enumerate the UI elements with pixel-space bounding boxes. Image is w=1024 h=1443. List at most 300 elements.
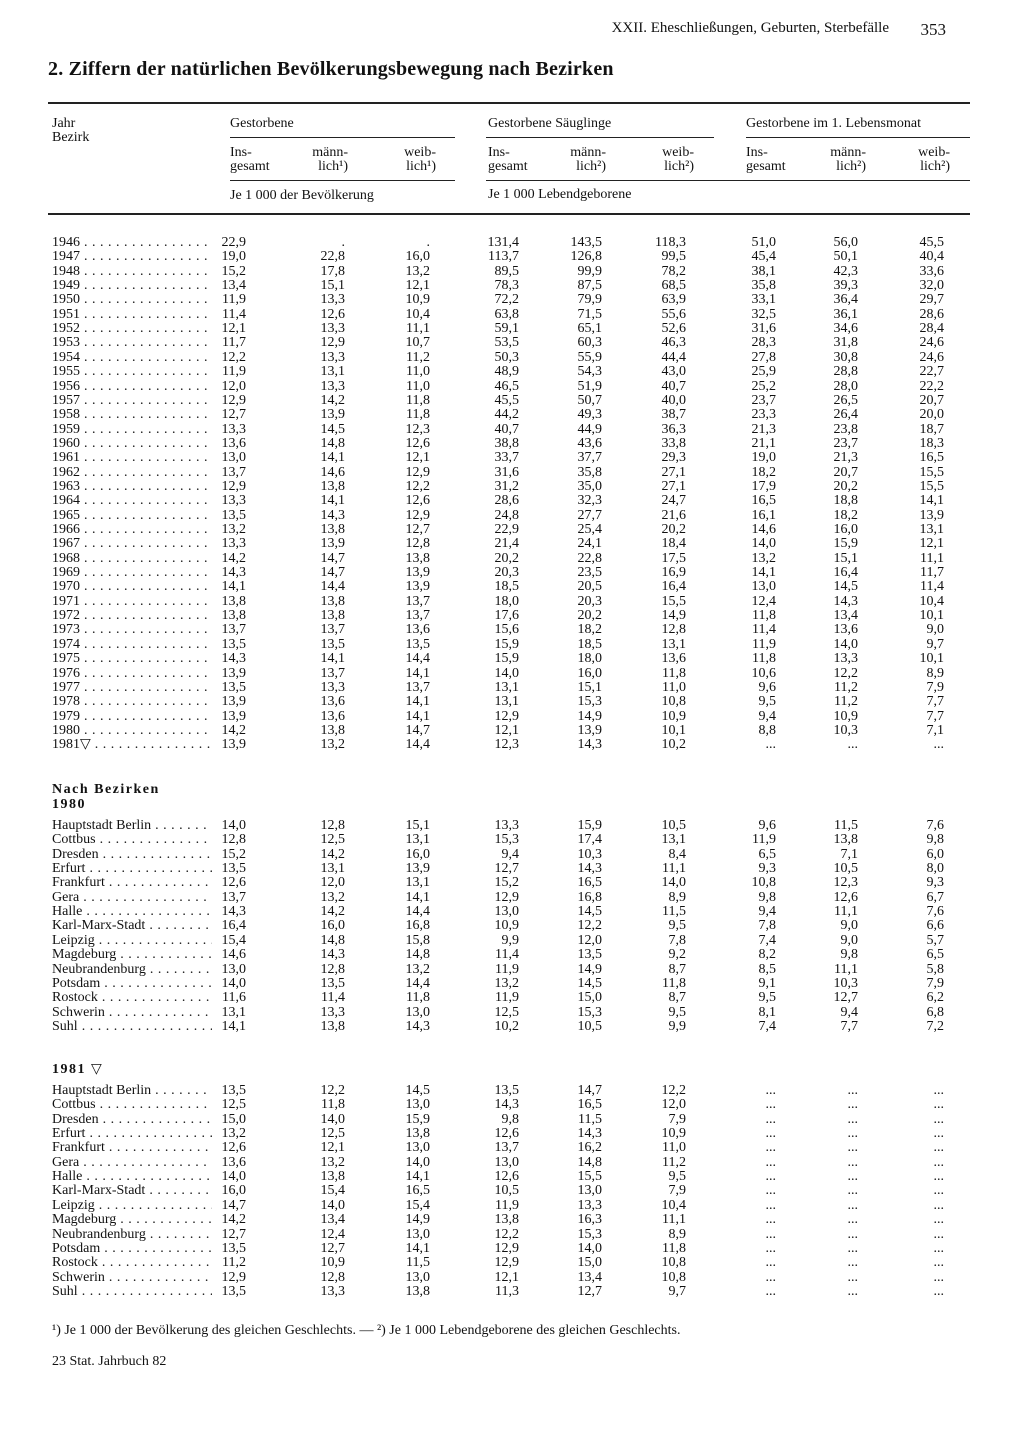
table-cell: 13,6 — [320, 708, 345, 724]
table-row — [0, 1256, 1024, 1270]
table-cell: 13,7 — [221, 889, 246, 905]
table-cell: 25,2 — [751, 378, 776, 394]
table-cell: 20,7 — [833, 464, 858, 480]
table-cell: 14,5 — [577, 975, 602, 991]
table-cell: 12,9 — [221, 478, 246, 494]
table-cell: 11,8 — [752, 608, 776, 624]
table-cell: 27,1 — [661, 464, 686, 480]
table-cell: 14,3 — [577, 1126, 602, 1142]
table-cell: 12,1 — [221, 321, 246, 337]
table-cell: 11,2 — [834, 679, 858, 695]
table-cell: ... — [765, 1083, 776, 1098]
table-cell: 13,8 — [494, 1212, 519, 1228]
table-cell: 50,1 — [833, 249, 858, 265]
table-cell: 44,4 — [661, 349, 686, 365]
table-cell: 14,1 — [221, 1018, 246, 1034]
table-cell: 12,0 — [577, 932, 602, 948]
table-cell: 24,1 — [577, 536, 602, 552]
table-cell: 13,2 — [320, 889, 345, 905]
table-cell: 11,5 — [834, 818, 858, 833]
table-cell: 50,3 — [494, 349, 519, 365]
table-row — [0, 580, 1024, 594]
table-cell: 13,7 — [494, 1140, 519, 1156]
table-row — [0, 537, 1024, 551]
group1-rule — [230, 137, 455, 138]
table-cell: 18,2 — [833, 507, 858, 523]
table-cell: 7,9 — [668, 1183, 686, 1199]
row-label: Gera . . . — [52, 1156, 212, 1170]
table-cell: 21,6 — [661, 507, 686, 523]
table-cell: 14,5 — [405, 1083, 430, 1098]
table-cell: 6,5 — [926, 947, 944, 963]
table-cell: 14,1 — [405, 1240, 430, 1256]
table-cell: 13,4 — [833, 608, 858, 624]
col-header-2: männ- lich¹) — [312, 145, 348, 174]
table-cell: 13,5 — [320, 975, 345, 991]
table-cell: 13,3 — [320, 321, 345, 337]
table-cell: 15,0 — [577, 1255, 602, 1271]
group-header-lebensmonat: Gestorbene im 1. Lebensmonat — [746, 116, 921, 131]
table-cell: 33,6 — [919, 263, 944, 279]
table-cell: 12,9 — [405, 464, 430, 480]
table-cell: 13,5 — [494, 1083, 519, 1098]
table-cell: 12,9 — [494, 708, 519, 724]
table-cell: 42,3 — [833, 263, 858, 279]
row-label: 1948 . . . — [52, 265, 212, 279]
table-cell: 11,8 — [321, 1097, 345, 1113]
row-label: Dresden . . . — [52, 1113, 212, 1127]
table-cell: 14,1 — [405, 1169, 430, 1185]
table-row — [0, 724, 1024, 738]
table-cell: 14,9 — [661, 608, 686, 624]
table-cell: ... — [847, 1269, 858, 1285]
table-row — [0, 623, 1024, 637]
table-cell: 5,8 — [926, 961, 944, 977]
row-label: Magdeburg . . . — [52, 1213, 212, 1227]
table-cell: 27,1 — [661, 478, 686, 494]
table-cell: 12,2 — [577, 918, 602, 934]
top-rule — [48, 102, 970, 104]
table-cell: 10,9 — [405, 292, 430, 308]
table-cell: 14,0 — [577, 1240, 602, 1256]
table-cell: 21,1 — [751, 435, 776, 451]
table-cell: 16,5 — [919, 450, 944, 466]
table-cell: 17,8 — [320, 263, 345, 279]
table-cell: 21,4 — [494, 536, 519, 552]
table-cell: 13,8 — [405, 1126, 430, 1142]
table-cell: 32,3 — [577, 493, 602, 509]
table-cell: 6,0 — [926, 846, 944, 862]
table-cell: 143,5 — [570, 235, 602, 250]
table-cell: 14,0 — [751, 536, 776, 552]
row-label: Cottbus . . . — [52, 833, 212, 847]
table-cell: 12,6 — [833, 889, 858, 905]
table-cell: 87,5 — [577, 278, 602, 294]
table-cell: 32,0 — [919, 278, 944, 294]
table-cell: 13,3 — [577, 1197, 602, 1213]
table-cell: 13,1 — [320, 364, 345, 380]
row-label: 1973 . . . — [52, 623, 212, 637]
col-header-7: Ins- gesamt — [746, 145, 786, 174]
table-cell: 51,9 — [577, 378, 602, 394]
row-label: Frankfurt . . . — [52, 1141, 212, 1155]
table-cell: 31,6 — [494, 464, 519, 480]
table-cell: 8,1 — [758, 1004, 776, 1020]
table-cell: 9,7 — [668, 1283, 686, 1299]
table-cell: 15,9 — [494, 636, 519, 652]
table-cell: 9,4 — [501, 846, 519, 862]
table-cell: 28,6 — [494, 493, 519, 509]
table-cell: 13,1 — [661, 636, 686, 652]
row-label: Rostock . . . — [52, 1256, 212, 1270]
table-cell: 13,0 — [405, 1097, 430, 1113]
table-cell: 49,3 — [577, 407, 602, 423]
row-label: Hauptstadt Berlin . . . — [52, 1084, 212, 1098]
row-label: 1969 . . . — [52, 566, 212, 580]
table-cell: 12,7 — [405, 522, 430, 537]
table-cell: 14,3 — [221, 904, 246, 920]
table-cell: 14,3 — [320, 507, 345, 523]
table-row — [0, 652, 1024, 666]
table-cell: 12,2 — [320, 1083, 345, 1098]
table-row — [0, 710, 1024, 724]
table-cell: 60,3 — [577, 335, 602, 351]
table-cell: 13,3 — [221, 421, 246, 437]
table-row — [0, 293, 1024, 307]
table-cell: 10,1 — [661, 722, 686, 738]
table-cell: 10,9 — [833, 708, 858, 724]
table-cell: 20,2 — [833, 478, 858, 494]
row-label: 1946 . . . — [52, 236, 212, 250]
table-cell: 18,5 — [494, 579, 519, 595]
table-cell: 11,4 — [321, 990, 345, 1006]
table-cell: 44,9 — [577, 421, 602, 437]
table-cell: 16,0 — [320, 918, 345, 934]
table-cell: 28,0 — [833, 378, 858, 394]
table-cell: 12,1 — [320, 1140, 345, 1156]
table-cell: 12,2 — [494, 1226, 519, 1242]
table-cell: 14,3 — [221, 565, 246, 581]
table-row — [0, 905, 1024, 919]
header-bottom-rule — [48, 213, 970, 215]
table-cell: 14,4 — [405, 737, 430, 753]
table-cell: 13,9 — [221, 708, 246, 724]
table-cell: 14,2 — [221, 722, 246, 738]
table-row — [0, 1156, 1024, 1170]
table-cell: 24,6 — [919, 335, 944, 351]
table-cell: ... — [765, 1183, 776, 1199]
table-cell: 10,2 — [494, 1018, 519, 1034]
table-cell: 15,4 — [405, 1197, 430, 1213]
table-row — [0, 1285, 1024, 1299]
table-cell: 13,0 — [494, 1154, 519, 1170]
table-cell: 14,2 — [320, 904, 345, 920]
table-cell: 5,7 — [926, 932, 944, 948]
table-cell: 13,5 — [221, 1083, 246, 1098]
table-cell: 16,2 — [577, 1140, 602, 1156]
row-label: Suhl . . . — [52, 1285, 212, 1299]
table-cell: 18,2 — [751, 464, 776, 480]
table-cell: 24,8 — [494, 507, 519, 523]
table-cell: ... — [847, 1154, 858, 1170]
table-cell: 14,8 — [320, 435, 345, 451]
table-cell: 45,4 — [751, 249, 776, 265]
table-cell: 10,4 — [661, 1197, 686, 1213]
table-cell: 25,9 — [751, 364, 776, 380]
table-cell: 10,9 — [661, 1126, 686, 1142]
group-header-gestorbene: Gestorbene — [230, 116, 294, 131]
table-cell: 13,6 — [661, 651, 686, 667]
table-cell: 11,1 — [662, 1212, 686, 1228]
table-cell: 32,5 — [751, 306, 776, 322]
table-cell: 45,5 — [494, 392, 519, 408]
row-label: Hauptstadt Berlin . . . — [52, 819, 212, 833]
table-cell: 11,9 — [222, 292, 246, 308]
table-cell: 12,5 — [221, 1097, 246, 1113]
table-cell: 6,8 — [926, 1004, 944, 1020]
table-cell: 20,7 — [919, 392, 944, 408]
table-row — [0, 1199, 1024, 1213]
table-cell: 38,7 — [661, 407, 686, 423]
table-cell: 20,2 — [661, 522, 686, 537]
table-cell: 15,8 — [405, 932, 430, 948]
row-label: 1980 . . . — [52, 724, 212, 738]
table-cell: 11,4 — [495, 947, 519, 963]
table-cell: 15,9 — [833, 536, 858, 552]
table-row — [0, 833, 1024, 847]
table-cell: 59,1 — [494, 321, 519, 337]
table-cell: 15,3 — [577, 1004, 602, 1020]
table-cell: 16,8 — [577, 889, 602, 905]
table-cell: 13,2 — [494, 975, 519, 991]
table-cell: 8,7 — [668, 990, 686, 1006]
table-cell: ... — [933, 1169, 944, 1185]
row-label: 1952 . . . — [52, 322, 212, 336]
table-cell: 12,1 — [405, 278, 430, 294]
table-cell: 126,8 — [570, 249, 602, 265]
table-cell: 44,2 — [494, 407, 519, 423]
table-cell: 13,3 — [320, 349, 345, 365]
table-cell: 13,0 — [221, 961, 246, 977]
table-cell: 11,9 — [752, 832, 776, 848]
table-cell: 14,1 — [405, 708, 430, 724]
table-cell: 131,4 — [487, 235, 519, 250]
table-cell: 9,5 — [668, 1169, 686, 1185]
table-cell: 12,9 — [494, 889, 519, 905]
table-cell: 10,1 — [919, 608, 944, 624]
table-cell: 13,3 — [494, 818, 519, 833]
table-cell: 9,1 — [758, 975, 776, 991]
table-cell: 36,1 — [833, 306, 858, 322]
table-cell: 17,4 — [577, 832, 602, 848]
table-cell: 7,9 — [668, 1111, 686, 1127]
table-cell: 22,9 — [494, 522, 519, 537]
table-cell: 26,5 — [833, 392, 858, 408]
table-cell: ... — [765, 1226, 776, 1242]
table-cell: 13,9 — [221, 665, 246, 681]
stub-header: Jahr Bezirk — [52, 116, 90, 145]
row-label: 1954 . . . — [52, 351, 212, 365]
table-cell: 14,0 — [833, 636, 858, 652]
table-cell: 15,9 — [494, 651, 519, 667]
table-cell: 12,1 — [494, 1269, 519, 1285]
table-cell: ... — [933, 1140, 944, 1156]
table-cell: 12,9 — [221, 1269, 246, 1285]
table-cell: 9,2 — [668, 947, 686, 963]
table-cell: 12,7 — [221, 407, 246, 423]
row-label: Neubrandenburg . . . — [52, 963, 212, 977]
table-cell: 15,1 — [320, 278, 345, 294]
table-cell: ... — [933, 1240, 944, 1256]
table-cell: 16,0 — [577, 665, 602, 681]
table-cell: 14,0 — [221, 818, 246, 833]
table-cell: 14,5 — [833, 579, 858, 595]
table-cell: 14,6 — [221, 947, 246, 963]
row-label: 1967 . . . — [52, 537, 212, 551]
table-cell: 13,3 — [221, 536, 246, 552]
table-cell: 13,9 — [320, 536, 345, 552]
row-label: Gera . . . — [52, 891, 212, 905]
row-label: Neubrandenburg . . . — [52, 1228, 212, 1242]
table-cell: 14,3 — [405, 1018, 430, 1034]
table-cell: 7,8 — [668, 932, 686, 948]
table-cell: 18,4 — [661, 536, 686, 552]
table-cell: 11,9 — [222, 364, 246, 380]
table-cell: 13,9 — [405, 861, 430, 877]
table-cell: 39,3 — [833, 278, 858, 294]
table-cell: 13,0 — [577, 1183, 602, 1199]
table-cell: 14,3 — [320, 947, 345, 963]
table-cell: 11,9 — [495, 961, 519, 977]
table-row — [0, 1213, 1024, 1227]
table-cell: 12,9 — [494, 1255, 519, 1271]
table-cell: 8,9 — [926, 665, 944, 681]
unit-label-lebendgeborene: Je 1 000 Lebendgeborene — [488, 187, 632, 202]
table-row — [0, 667, 1024, 681]
table-cell: 15,2 — [221, 263, 246, 279]
table-cell: 11,0 — [406, 364, 430, 380]
table-cell: 16,0 — [833, 522, 858, 537]
table-cell: 13,3 — [320, 378, 345, 394]
table-cell: 9,5 — [758, 694, 776, 710]
table-cell: 14,2 — [221, 1212, 246, 1228]
row-label: Halle . . . — [52, 1170, 212, 1184]
table-cell: 11,3 — [495, 1283, 519, 1299]
table-cell: 12,8 — [221, 832, 246, 848]
row-label: 1947 . . . — [52, 250, 212, 264]
table-cell: ... — [933, 1269, 944, 1285]
table-cell: 13,7 — [320, 665, 345, 681]
group3-rule — [746, 137, 970, 138]
table-cell: 13,2 — [405, 263, 430, 279]
table-cell: 11,1 — [662, 861, 686, 877]
table-cell: 15,5 — [661, 593, 686, 609]
table-cell: 13,1 — [661, 832, 686, 848]
table-cell: 11,8 — [662, 975, 686, 991]
table-cell: 14,0 — [221, 975, 246, 991]
table-cell: 12,9 — [320, 335, 345, 351]
table-cell: 25,4 — [577, 522, 602, 537]
table-cell: ... — [847, 1283, 858, 1299]
table-cell: 24,6 — [919, 349, 944, 365]
running-title: XXII. Eheschließungen, Geburten, Sterbefälle — [611, 20, 889, 36]
table-cell: 7,6 — [926, 818, 944, 833]
table-cell: 14,0 — [320, 1111, 345, 1127]
table-cell: 18,2 — [577, 622, 602, 638]
table-cell: 9,8 — [758, 889, 776, 905]
table-cell: 16,8 — [405, 918, 430, 934]
table-cell: ... — [847, 1140, 858, 1156]
table-cell: 63,8 — [494, 306, 519, 322]
table-cell: 19,0 — [751, 450, 776, 466]
table-cell: 10,8 — [661, 694, 686, 710]
table-cell: 23,7 — [751, 392, 776, 408]
table-cell: 13,3 — [320, 679, 345, 695]
table-cell: 13,7 — [405, 608, 430, 624]
table-cell: 7,7 — [926, 694, 944, 710]
table-cell: 13,4 — [320, 1212, 345, 1228]
table-cell: ... — [933, 1097, 944, 1113]
table-cell: ... — [933, 1126, 944, 1142]
table-cell: 13,2 — [320, 1154, 345, 1170]
table-cell: 12,7 — [320, 1240, 345, 1256]
table-cell: 13,5 — [320, 636, 345, 652]
table-cell: 14,9 — [577, 708, 602, 724]
table-cell: 18,0 — [577, 651, 602, 667]
table-cell: 17,6 — [494, 608, 519, 624]
table-cell: 29,3 — [661, 450, 686, 466]
table-cell: 11,2 — [834, 694, 858, 710]
table-cell: 16,0 — [221, 1183, 246, 1199]
table-cell: 12,0 — [320, 875, 345, 891]
table-cell: 72,2 — [494, 292, 519, 308]
table-cell: 14,3 — [577, 861, 602, 877]
table-cell: 8,9 — [668, 889, 686, 905]
table-cell: ... — [847, 1111, 858, 1127]
table-cell: 10,5 — [577, 1018, 602, 1034]
table-cell: 10,8 — [661, 1255, 686, 1271]
table-row — [0, 1242, 1024, 1256]
table-cell: 13,1 — [494, 679, 519, 695]
table-cell: ... — [847, 1226, 858, 1242]
table-cell: ... — [765, 1111, 776, 1127]
table-cell: 10,4 — [919, 593, 944, 609]
row-label: 1963 . . . — [52, 480, 212, 494]
table-row — [0, 1006, 1024, 1020]
col-header-6: weib- lich²) — [662, 145, 694, 174]
table-cell: 16,9 — [661, 565, 686, 581]
table-cell: 12,5 — [320, 1126, 345, 1142]
table-cell: 13,8 — [833, 832, 858, 848]
table-cell: 14,4 — [320, 579, 345, 595]
table-cell: 8,2 — [758, 947, 776, 963]
col-header-9: weib- lich²) — [918, 145, 950, 174]
table-cell: 14,1 — [320, 493, 345, 509]
table-cell: 13,3 — [833, 651, 858, 667]
table-cell: 10,3 — [833, 722, 858, 738]
table-row — [0, 1141, 1024, 1155]
table-cell: 13,0 — [751, 579, 776, 595]
table-cell: 13,8 — [320, 1169, 345, 1185]
row-label: 1979 . . . — [52, 710, 212, 724]
table-cell: 13,9 — [221, 737, 246, 753]
table-cell: 15,4 — [221, 932, 246, 948]
table-cell: 12,7 — [494, 861, 519, 877]
table-cell: 15,5 — [577, 1169, 602, 1185]
table-cell: 14,0 — [494, 665, 519, 681]
row-label: Erfurt . . . — [52, 862, 212, 876]
table-cell: 14,4 — [405, 904, 430, 920]
